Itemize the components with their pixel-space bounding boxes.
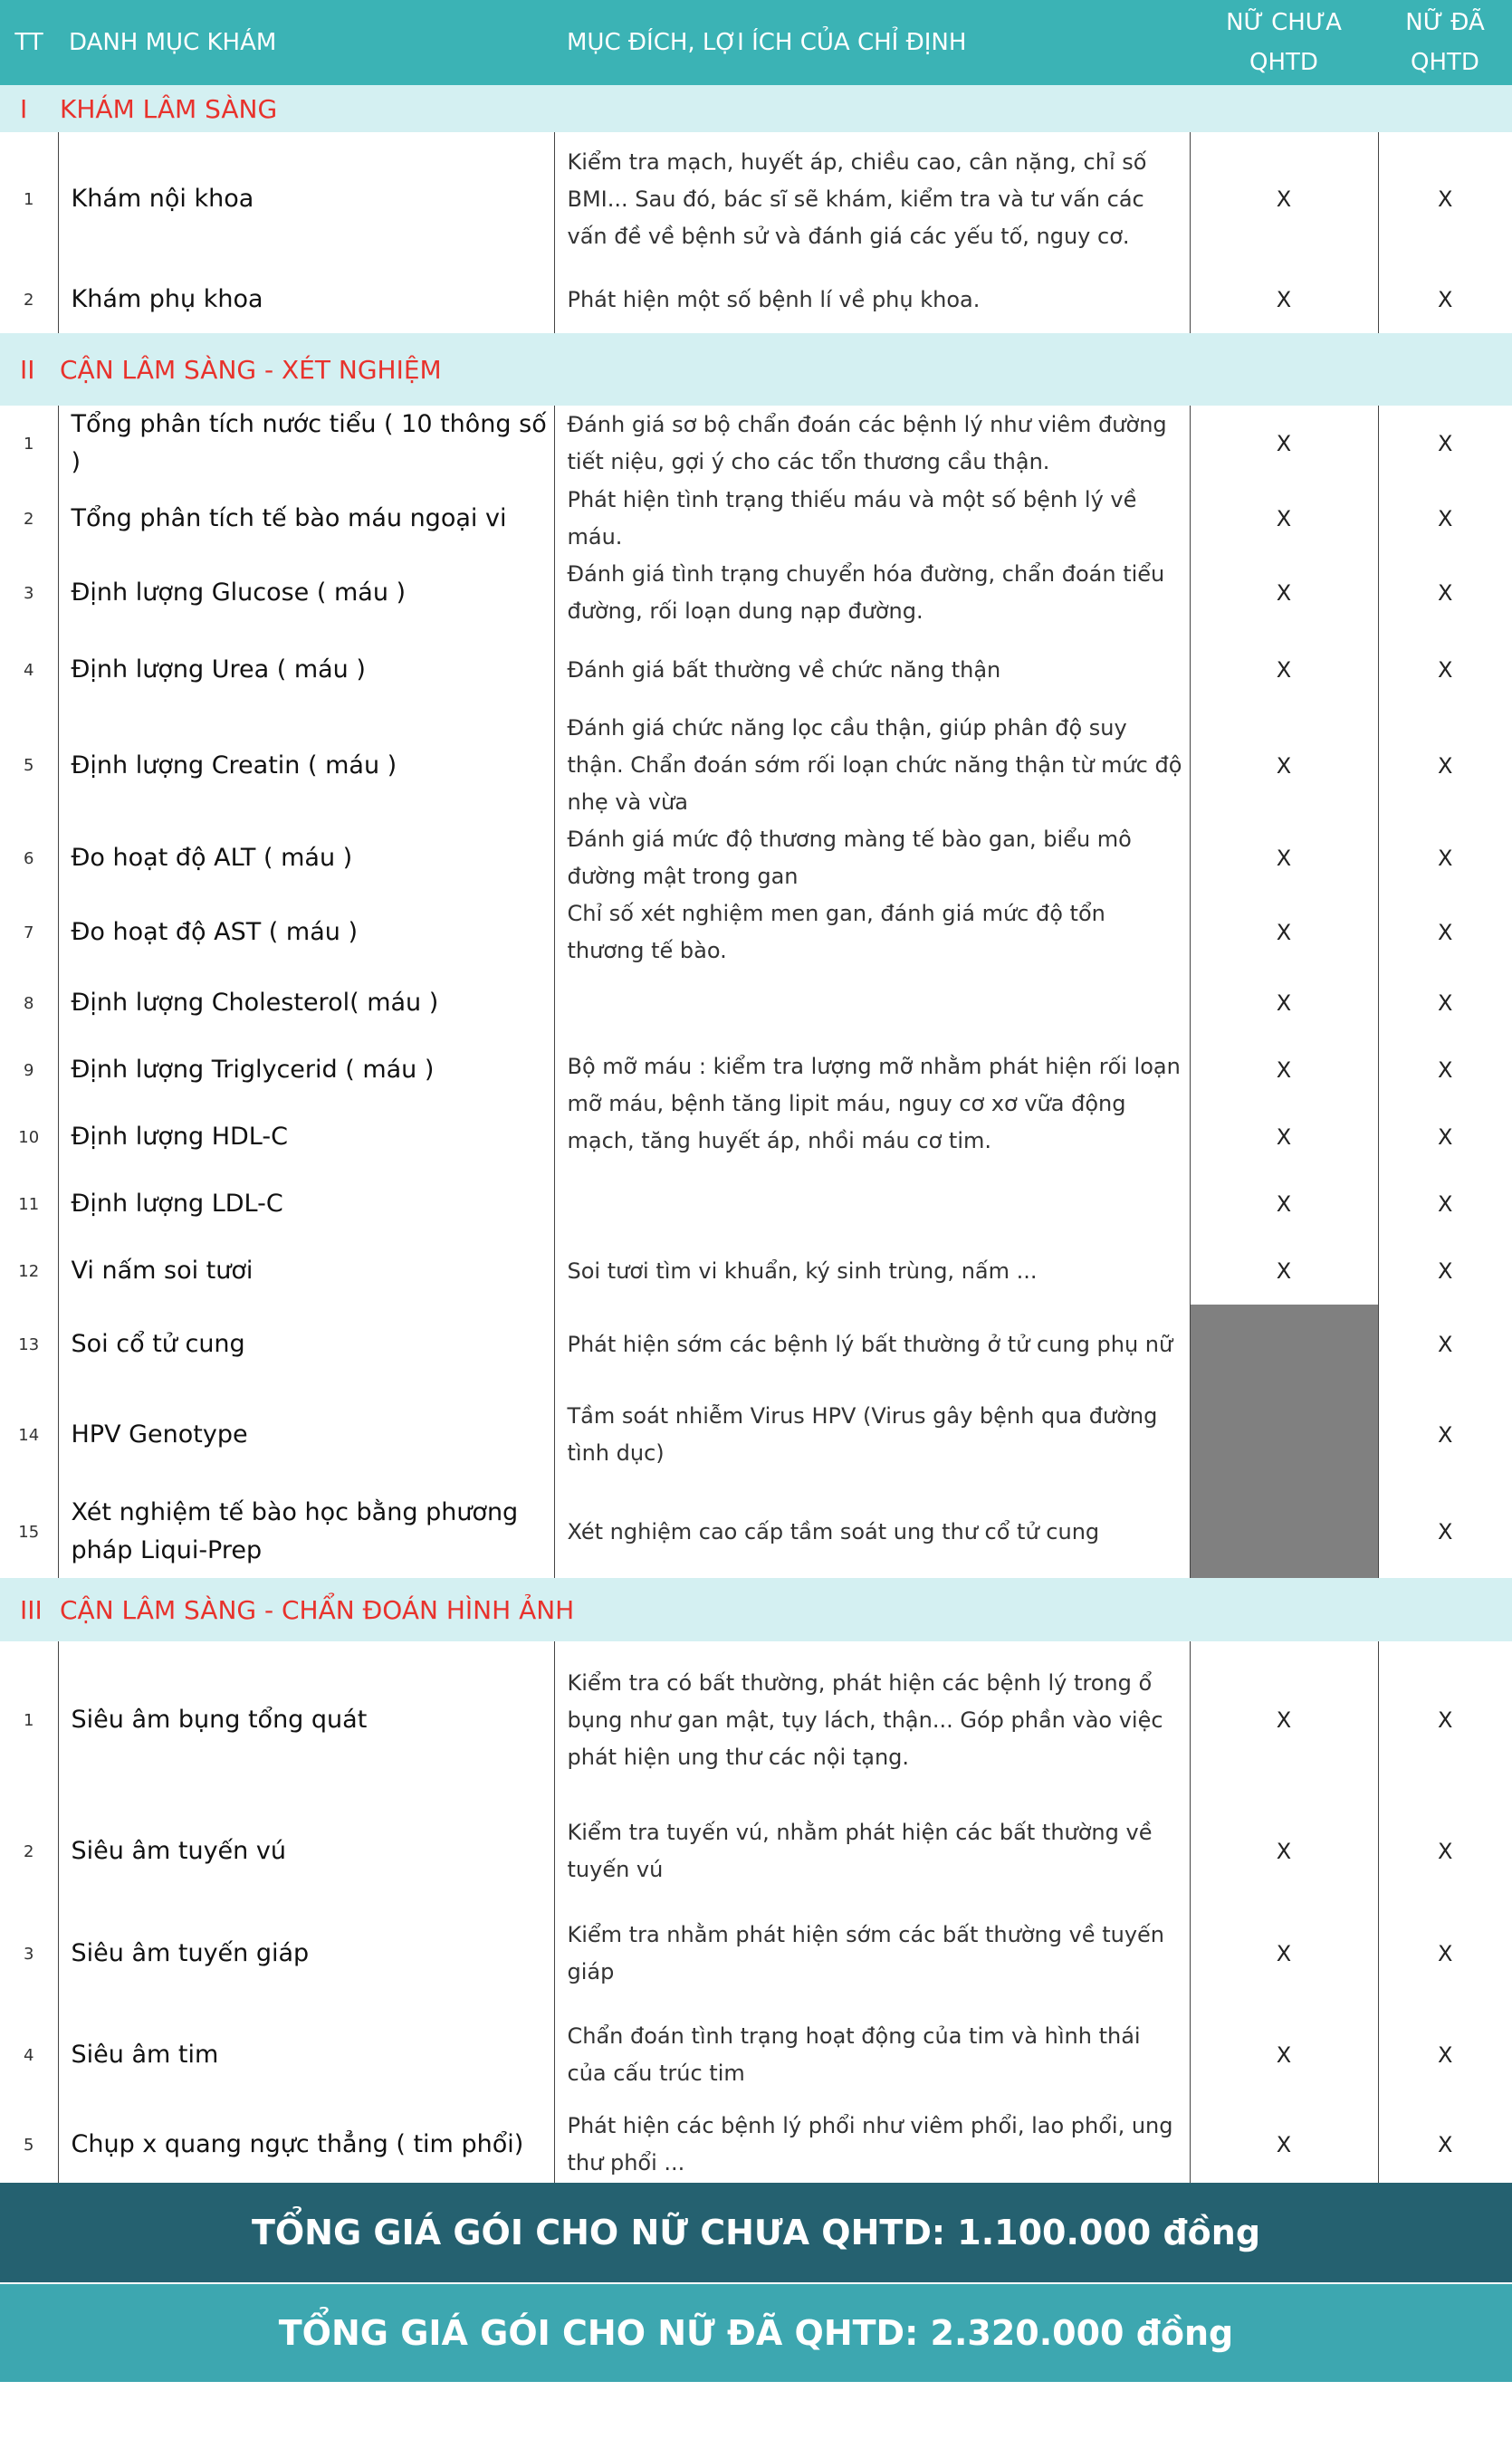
- row-number: 11: [0, 1171, 58, 1238]
- mark-unmarried: X: [1190, 1799, 1378, 1904]
- header-tt: TT: [0, 0, 58, 85]
- row-number: 5: [0, 710, 58, 821]
- mark-married: X: [1378, 895, 1512, 970]
- exam-purpose: Kiểm tra mạch, huyết áp, chiều cao, cân nặng, chỉ số BMI... Sau đó, bác sĩ sẽ khám, kiểm tra và tư vấn các vấn đề về bệnh sử và đánh giá các yếu tố, nguy cơ.: [554, 132, 1190, 266]
- row-number: 9: [0, 1037, 58, 1104]
- row-number: 12: [0, 1238, 58, 1305]
- row-number: 3: [0, 556, 58, 630]
- table-row: [0, 821, 1512, 895]
- mark-married: X: [1378, 1486, 1512, 1578]
- mark-married: X: [1378, 630, 1512, 710]
- row-number: 2: [0, 1799, 58, 1904]
- mark-married: X: [1378, 1037, 1512, 1104]
- exam-name: Tổng phân tích tế bào máu ngoại vi: [58, 482, 554, 556]
- table-row: [0, 406, 1512, 482]
- table-row: [0, 1238, 1512, 1305]
- exam-name: Khám nội khoa: [58, 132, 554, 266]
- header-married-line2: QHTD: [1411, 49, 1479, 76]
- table-row: [0, 132, 1512, 266]
- exam-name: Định lượng Cholesterol( máu ): [58, 970, 554, 1037]
- exam-purpose: Soi tươi tìm vi khuẩn, ký sinh trùng, nấm ...: [554, 1238, 1190, 1305]
- exam-name: HPV Genotype: [58, 1384, 554, 1486]
- mark-unmarried: X: [1190, 1904, 1378, 2003]
- section-header-3: [0, 1578, 1512, 1641]
- header-married: [1378, 0, 1512, 85]
- exam-purpose: Đánh giá tình trạng chuyển hóa đường, chẩn đoán tiểu đường, rối loạn dung nạp đường.: [554, 556, 1190, 630]
- not-applicable-cell: [1190, 1305, 1378, 1578]
- row-number: 1: [0, 1641, 58, 1799]
- header-unmarried-line1: NỮ CHƯA: [1226, 9, 1342, 36]
- mark-married: X: [1378, 2003, 1512, 2107]
- section-title: KHÁM LÂM SÀNG: [60, 93, 278, 124]
- mark-unmarried: X: [1190, 1037, 1378, 1104]
- exam-purpose: Kiểm tra nhằm phát hiện sớm các bất thường về tuyến giáp: [554, 1904, 1190, 2003]
- exam-purpose: Đánh giá chức năng lọc cầu thận, giúp phân độ suy thận. Chẩn đoán sớm rối loạn chức năng thận từ mức độ nhẹ và vừa: [554, 710, 1190, 821]
- mark-married: X: [1378, 710, 1512, 821]
- mark-unmarried: X: [1190, 895, 1378, 970]
- row-number: 4: [0, 630, 58, 710]
- total-price-unmarried: TỔNG GIÁ GÓI CHO NỮ CHƯA QHTD: 1.100.000 đồng: [0, 2183, 1512, 2282]
- table-row: [0, 556, 1512, 630]
- exam-purpose: Đánh giá bất thường về chức năng thận: [554, 630, 1190, 710]
- table-header: [0, 0, 1512, 85]
- row-number: 4: [0, 2003, 58, 2107]
- table-row: [0, 2107, 1512, 2183]
- exam-name: Định lượng Creatin ( máu ): [58, 710, 554, 821]
- exam-name: Khám phụ khoa: [58, 266, 554, 333]
- mark-unmarried: X: [1190, 132, 1378, 266]
- table-row: [0, 710, 1512, 821]
- exam-purpose: Phát hiện một số bệnh lí về phụ khoa.: [554, 266, 1190, 333]
- mark-unmarried: X: [1190, 556, 1378, 630]
- table-row: [0, 2003, 1512, 2107]
- mark-married: X: [1378, 266, 1512, 333]
- mark-married: X: [1378, 1104, 1512, 1171]
- row-number: 10: [0, 1104, 58, 1171]
- exam-name: Xét nghiệm tế bào học bằng phương pháp Liqui-Prep: [58, 1486, 554, 1578]
- exam-name: Định lượng Urea ( máu ): [58, 630, 554, 710]
- exam-name: Soi cổ tử cung: [58, 1305, 554, 1384]
- row-number: 15: [0, 1486, 58, 1578]
- header-purpose: MỤC ĐÍCH, LỢI ÍCH CỦA CHỈ ĐỊNH: [554, 0, 1190, 85]
- row-number: 3: [0, 1904, 58, 2003]
- row-number: 13: [0, 1305, 58, 1384]
- mark-unmarried: X: [1190, 710, 1378, 821]
- mark-unmarried: X: [1190, 1641, 1378, 1799]
- section-header-cell: [0, 333, 1512, 406]
- exam-name: Định lượng Glucose ( máu ): [58, 556, 554, 630]
- table-row: [0, 1799, 1512, 1904]
- mark-married: X: [1378, 1904, 1512, 2003]
- section-number: I: [20, 93, 28, 124]
- lipid-panel-purpose: Bộ mỡ máu : kiểm tra lượng mỡ nhằm phát hiện rối loạn mỡ máu, bệnh tăng lipit máu, nguy cơ xơ vữa động mạch, tăng huyết áp, nhồi máu cơ tim.: [554, 970, 1190, 1238]
- section-number: III: [20, 1594, 43, 1625]
- exam-name: Siêu âm tim: [58, 2003, 554, 2107]
- mark-unmarried: X: [1190, 1104, 1378, 1171]
- mark-unmarried: X: [1190, 970, 1378, 1037]
- exam-name: Định lượng HDL-C: [58, 1104, 554, 1171]
- exam-name: Đo hoạt độ AST ( máu ): [58, 895, 554, 970]
- exam-purpose: Tầm soát nhiễm Virus HPV (Virus gây bệnh qua đường tình dục): [554, 1384, 1190, 1486]
- mark-unmarried: X: [1190, 821, 1378, 895]
- row-number: 1: [0, 132, 58, 266]
- exam-purpose: Chẩn đoán tình trạng hoạt động của tim và hình thái của cấu trúc tim: [554, 2003, 1190, 2107]
- mark-married: X: [1378, 1305, 1512, 1384]
- row-number: 2: [0, 266, 58, 333]
- exam-name: Siêu âm bụng tổng quát: [58, 1641, 554, 1799]
- mark-unmarried: X: [1190, 406, 1378, 482]
- mark-married: X: [1378, 556, 1512, 630]
- mark-unmarried: X: [1190, 1171, 1378, 1238]
- table-row: [0, 1904, 1512, 2003]
- header-exam-list: DANH MỤC KHÁM: [58, 0, 554, 85]
- mark-unmarried: X: [1190, 630, 1378, 710]
- header-unmarried: [1190, 0, 1378, 85]
- mark-married: X: [1378, 2107, 1512, 2183]
- section-header-cell: [0, 85, 1512, 132]
- table-row: [0, 970, 1512, 1037]
- exam-purpose: Chỉ số xét nghiệm men gan, đánh giá mức độ tổn thương tế bào.: [554, 895, 1190, 970]
- mark-married: X: [1378, 1384, 1512, 1486]
- mark-unmarried: X: [1190, 2003, 1378, 2107]
- exam-purpose: Kiểm tra tuyến vú, nhằm phát hiện các bất thường về tuyến vú: [554, 1799, 1190, 1904]
- mark-married: X: [1378, 1171, 1512, 1238]
- mark-unmarried: X: [1190, 1238, 1378, 1305]
- total-price-married: TỔNG GIÁ GÓI CHO NỮ ĐÃ QHTD: 2.320.000 đồng: [0, 2282, 1512, 2382]
- exam-name: Định lượng Triglycerid ( máu ): [58, 1037, 554, 1104]
- exam-name: Định lượng LDL-C: [58, 1171, 554, 1238]
- row-number: 5: [0, 2107, 58, 2183]
- mark-married: X: [1378, 406, 1512, 482]
- table-row: [0, 630, 1512, 710]
- header-married-line1: NỮ ĐÃ: [1405, 9, 1485, 36]
- exam-name: Đo hoạt độ ALT ( máu ): [58, 821, 554, 895]
- row-number: 2: [0, 482, 58, 556]
- section-header-1: [0, 85, 1512, 132]
- exam-name: Chụp x quang ngực thẳng ( tim phổi): [58, 2107, 554, 2183]
- mark-married: X: [1378, 1238, 1512, 1305]
- row-number: 6: [0, 821, 58, 895]
- row-number: 14: [0, 1384, 58, 1486]
- section-number: II: [20, 354, 35, 385]
- exam-name: Vi nấm soi tươi: [58, 1238, 554, 1305]
- exam-name: Siêu âm tuyến giáp: [58, 1904, 554, 2003]
- exam-purpose: Phát hiện các bệnh lý phổi như viêm phổi, lao phổi, ung thư phổi ...: [554, 2107, 1190, 2183]
- table-row: [0, 895, 1512, 970]
- mark-unmarried: X: [1190, 482, 1378, 556]
- exam-name: Siêu âm tuyến vú: [58, 1799, 554, 1904]
- section-header-2: [0, 333, 1512, 406]
- row-number: 1: [0, 406, 58, 482]
- header-unmarried-line2: QHTD: [1249, 49, 1318, 76]
- row-number: 7: [0, 895, 58, 970]
- mark-married: X: [1378, 821, 1512, 895]
- mark-married: X: [1378, 482, 1512, 556]
- table-row: [0, 1305, 1512, 1384]
- exam-purpose: Phát hiện sớm các bệnh lý bất thường ở tử cung phụ nữ: [554, 1305, 1190, 1384]
- section-title: CẬN LÂM SÀNG - XÉT NGHIỆM: [60, 354, 442, 385]
- mark-married: X: [1378, 1641, 1512, 1799]
- section-title: CẬN LÂM SÀNG - CHẨN ĐOÁN HÌNH ẢNH: [60, 1594, 575, 1625]
- mark-unmarried: X: [1190, 266, 1378, 333]
- table-row: [0, 266, 1512, 333]
- mark-married: X: [1378, 1799, 1512, 1904]
- mark-unmarried: X: [1190, 2107, 1378, 2183]
- exam-name: Tổng phân tích nước tiểu ( 10 thông số ): [58, 406, 554, 482]
- mark-married: X: [1378, 132, 1512, 266]
- exam-purpose: Phát hiện tình trạng thiếu máu và một số bệnh lý về máu.: [554, 482, 1190, 556]
- table-row: [0, 482, 1512, 556]
- mark-married: X: [1378, 970, 1512, 1037]
- table-row: [0, 1641, 1512, 1799]
- exam-purpose: Xét nghiệm cao cấp tầm soát ung thư cổ tử cung: [554, 1486, 1190, 1578]
- exam-purpose: Kiểm tra có bất thường, phát hiện các bệnh lý trong ổ bụng như gan mật, tụy lách, thận... Góp phần vào việc phát hiện ung thư các nội tạng.: [554, 1641, 1190, 1799]
- exam-purpose: Đánh giá sơ bộ chẩn đoán các bệnh lý như viêm đường tiết niệu, gợi ý cho các tổn thương cầu thận.: [554, 406, 1190, 482]
- section-header-cell: [0, 1578, 1512, 1641]
- row-number: 8: [0, 970, 58, 1037]
- exam-purpose: Đánh giá mức độ thương màng tế bào gan, biểu mô đường mật trong gan: [554, 821, 1190, 895]
